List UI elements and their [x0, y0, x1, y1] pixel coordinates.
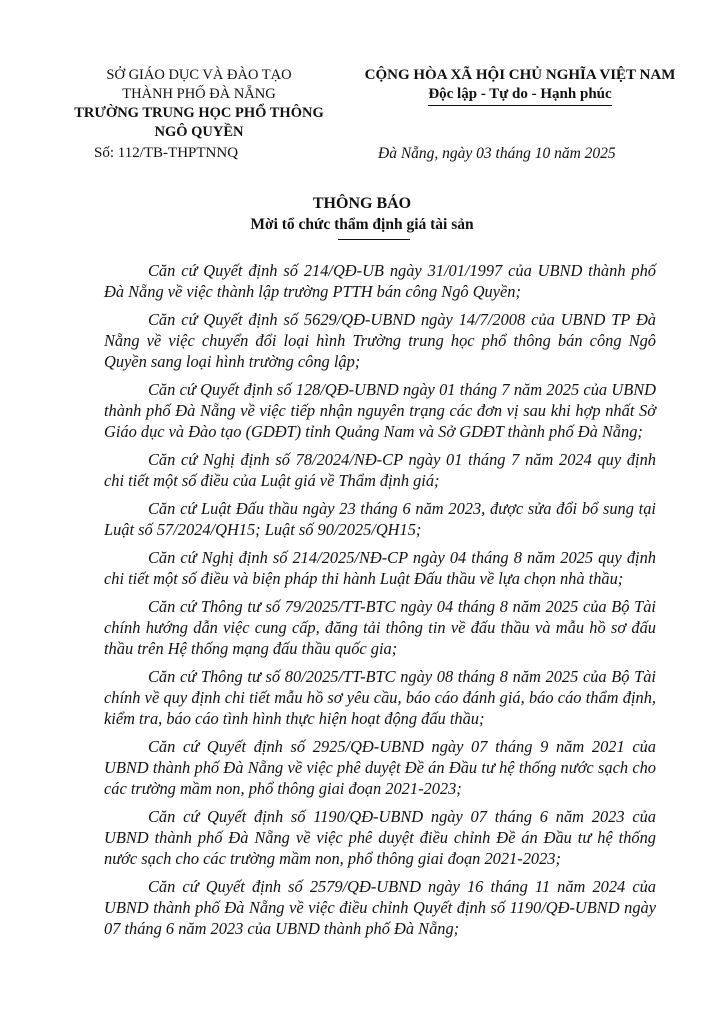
- legal-basis-paragraph: Căn cứ Thông tư số 79/2025/TT-BTC ngày 04 tháng 8 năm 2025 của Bộ Tài chính hướng dẫn việc cung cấp, đăng tải thông tin về đấu thầu và mẫu hồ sơ đấu thầu trên Hệ thống mạng đấu thầu quốc gia;: [104, 597, 656, 658]
- legal-basis-paragraph: Căn cứ Quyết định số 1190/QĐ-UBND ngày 07 tháng 6 năm 2023 của UBND thành phố Đà Nẵng về việc phê duyệt điều chỉnh Đề án Đầu tư hệ thống nước sạch cho các trường mầm non, phổ thông giai đoạn 2021-2023;: [104, 807, 656, 868]
- legal-basis-paragraph: Căn cứ Quyết định số 5629/QĐ-UBND ngày 14/7/2008 của UBND TP Đà Nẵng về việc chuyển đổi loại hình Trường trung học phổ thông bán công Ngô Quyền sang loại hình trường công lập;: [104, 310, 656, 371]
- legal-basis-paragraph: Căn cứ Quyết định số 128/QĐ-UBND ngày 01 tháng 7 năm 2025 của UBND thành phố Đà Nẵng về việc tiếp nhận nguyên trạng các đơn vị sau khi hợp nhất Sở Giáo dục và Đào tạo (GDĐT) tỉnh Quảng Nam và Sở GDĐT thành phố Đà Nẵng;: [104, 380, 656, 441]
- legal-basis-paragraph: Căn cứ Quyết định số 2579/QĐ-UBND ngày 16 tháng 11 năm 2024 của UBND thành phố Đà Nẵng về việc điều chỉnh Quyết định số 1190/QĐ-UBND ngày 07 tháng 6 năm 2023 của UBND thành phố Đà Nẵng;: [104, 877, 656, 938]
- city-name: THÀNH PHỐ ĐÀ NẴNG: [122, 86, 276, 102]
- legal-basis-paragraph: Căn cứ Luật Đấu thầu ngày 23 tháng 6 năm 2023, được sửa đổi bổ sung tại Luật số 57/2024/QH15; Luật số 90/2025/QH15;: [104, 499, 656, 539]
- subtitle-underline: [338, 239, 410, 240]
- department-name: SỞ GIÁO DỤC VÀ ĐÀO TẠO: [106, 67, 292, 83]
- document-body: [104, 260, 656, 946]
- national-header-block: [352, 66, 688, 106]
- legal-basis-paragraph: Căn cứ Thông tư số 80/2025/TT-BTC ngày 08 tháng 8 năm 2025 của Bộ Tài chính về quy định chi tiết mẫu hồ sơ yêu cầu, báo cáo đánh giá, báo cáo thẩm định, kiểm tra, báo cáo tình hình thực hiện hoạt động đấu thầu;: [104, 667, 656, 728]
- issuing-authority-block: [60, 66, 338, 142]
- school-name-line2: NGÔ QUYỀN: [154, 124, 244, 140]
- national-motto: Độc lập - Tự do - Hạnh phúc: [428, 85, 611, 106]
- country-name: CỘNG HÒA XÃ HỘI CHỦ NGHĨA VIỆT NAM: [364, 67, 676, 83]
- legal-basis-paragraph: Căn cứ Nghị định số 214/2025/NĐ-CP ngày 04 tháng 8 năm 2025 quy định chi tiết một số điều và biện pháp thi hành Luật Đấu thầu về lựa chọn nhà thầu;: [104, 548, 656, 588]
- legal-basis-paragraph: Căn cứ Quyết định số 2925/QĐ-UBND ngày 07 tháng 9 năm 2021 của UBND thành phố Đà Nẵng về việc phê duyệt Đề án Đầu tư hệ thống nước sạch cho các trường mầm non, phổ thông giai đoạn 2021-2023;: [104, 737, 656, 798]
- document-title: THÔNG BÁO: [312, 195, 412, 212]
- document-subtitle: Mời tổ chức thẩm định giá tài sản: [250, 216, 474, 233]
- issue-date: Đà Nẵng, ngày 03 tháng 10 năm 2025: [378, 145, 616, 162]
- legal-basis-paragraph: Căn cứ Nghị định số 78/2024/NĐ-CP ngày 01 tháng 7 năm 2024 quy định chi tiết một số điều của Luật giá về Thẩm định giá;: [104, 450, 656, 490]
- school-name-line1: TRƯỜNG TRUNG HỌC PHỔ THÔNG: [74, 105, 324, 121]
- document-number: Số: 112/TB-THPTNNQ: [94, 145, 239, 161]
- legal-basis-paragraph: Căn cứ Quyết định số 214/QĐ-UB ngày 31/01/1997 của UBND thành phố Đà Nẵng về việc thành lập trường PTTH bán công Ngô Quyền;: [104, 261, 656, 301]
